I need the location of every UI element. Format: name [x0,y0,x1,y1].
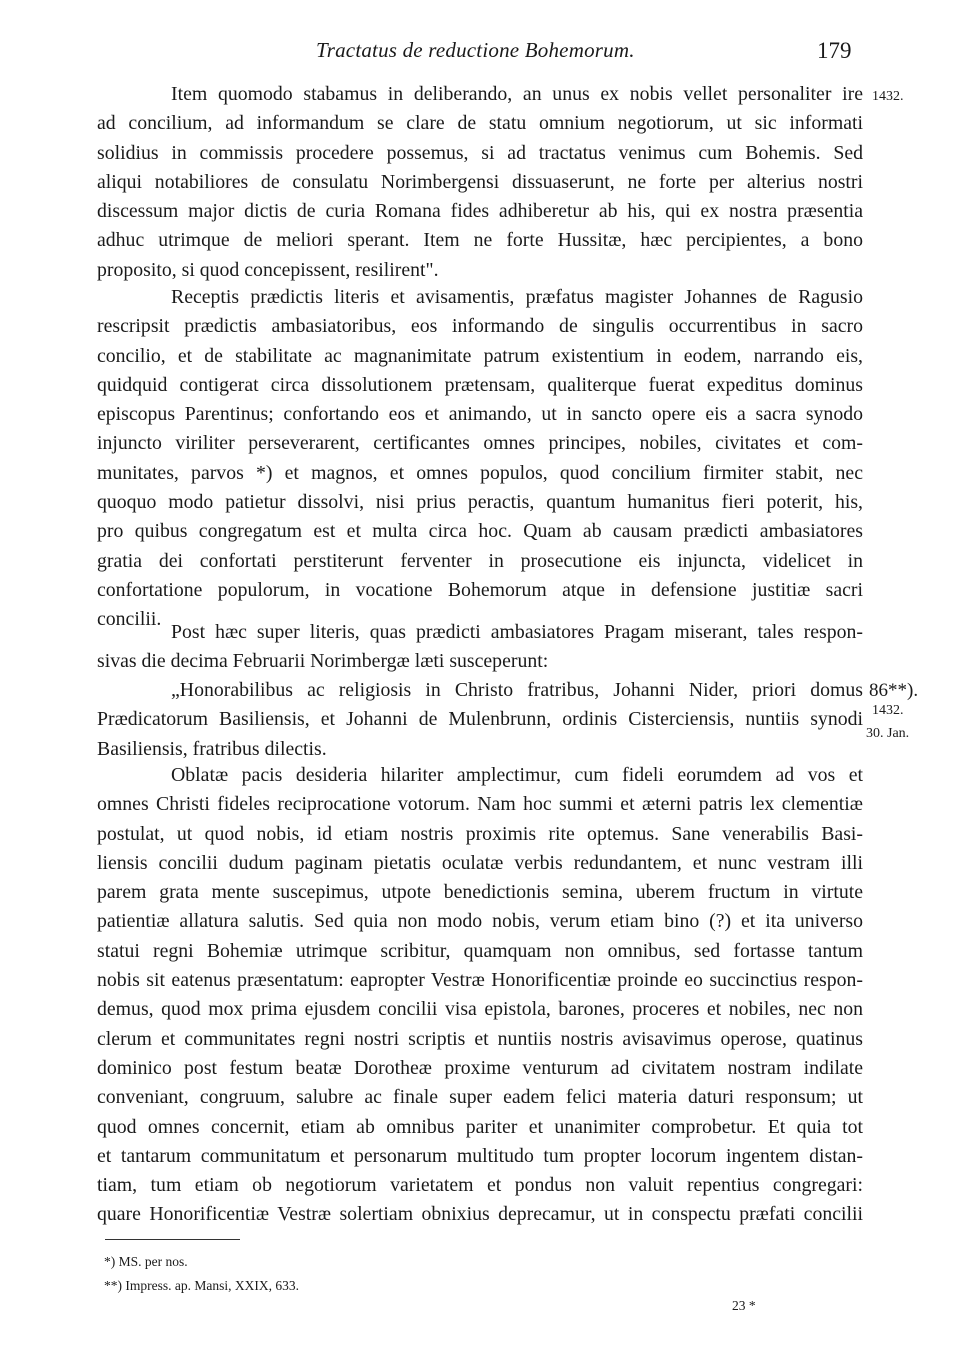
text-line: „Honorabilibus ac religiosis in Christo fratribus, Johanni Nider, priori domus [171,679,863,701]
footnote-divider [105,1239,240,1240]
text-line: parem grata mente suscepimus, utpote benedictionis semina, uberem fructum in virtute [97,881,863,904]
paragraph-3 [97,618,863,677]
text-line: omnes Christi fideles reciprocatione votorum. Nam hoc summi et æterni patris lex clementiæ [97,793,863,816]
text-line: dominico post festum beatæ Dorotheæ proxime venturum ad civitatem nostram indilate [97,1056,863,1079]
text-line: pro quibus congregatum est et multa circa hoc. Quam ab causam prædicti ambasiatores [97,520,863,543]
paragraph-2 [97,283,863,635]
margin-document-number: 86**). [869,680,919,701]
text-line: et tantarum communitatum et personarum multitudo tum propter locorum ingentem distan- [97,1144,863,1167]
text-line: clerum et communitates regni nostri scriptis et nuntiis nostris avisavimus operose, quatinus [97,1027,863,1050]
page-number: 179 [817,38,852,63]
text-line: solidius in commissis procedere possemus, si ad tractatus venimus cum Bohemis. Sed [97,141,863,164]
text-line: episcopus Parentinus; confortando eos et animando, ut in sancto opere eis a sacra synodo [97,403,863,426]
paragraph-letter-body [97,761,863,1230]
text-line: patientiæ allatura salutis. Sed quia non modo nobis, verum etiam bino (?) et ita universo [97,910,863,933]
text-line: discessum major dictis de curia Romana fides adhiberetur ab his, qui ex nostra præsentia [97,200,863,223]
text-line: nobis sit eatenus præsentatum: eapropter Vestræ Honorificentiæ proinde eo succinctius respon- [97,969,863,992]
text-line: conveniant, congruum, salubre ac finale super eadem felici materia daturi responsum; ut [97,1086,863,1109]
text-line: concilio, et de stabilitate ac magnanimitate patrum existentium in eodem, narrando eis, [97,344,863,367]
text-line: quidquid contigerat circa dissolutionem prætensam, qualiterque fuerat expeditus dominus [97,373,863,396]
margin-year: 1432. [872,89,904,104]
text-line: concilii. [97,608,162,631]
margin-year-2: 1432. [872,703,904,718]
text-line: proposito, si quod concepissent, resilirent". [97,258,439,281]
text-line: postulat, ut quod nobis, id etiam nostris proximis rite optemus. Sane venerabilis Basi- [97,822,863,845]
text-line: Post hæc super literis, quas prædicti ambasiatores Pragam miserant, tales respon- [171,621,863,643]
footnote-2: **) Impress. ap. Mansi, XXIX, 633. [104,1278,299,1293]
text-line: statui regni Bohemiæ utrimque scribitur, quamquam non omnibus, sed fortasse tantum [97,939,863,962]
margin-date: 30. Jan. [866,726,910,741]
footnote-1: *) MS. per nos. [104,1254,188,1269]
paragraph-address [97,676,863,764]
text-line: quare Honorificentiæ Vestræ solertiam obnixius deprecamur, ut in conspectu præfati concilii [97,1203,863,1226]
text-line: Prædicatorum Basiliensis, et Johanni de Mulenbrunn, ordinis Cisterciensis, nuntiis synodi [97,708,863,731]
text-line: rescripsit prædictis ambasiatoribus, eos informando de singulis occurrentibus in sacro [97,315,863,338]
running-header-title: Tractatus de reductione Bohemorum. [316,38,635,62]
text-line: aliqui notabiliores de consulatu Norimbergensi dissuaserunt, ne forte per alterius nostri [97,170,863,193]
text-line: gratia dei confortati perstiterunt ferventer in prosecutione eis injuncta, videlicet in [97,549,863,572]
text-line: quod omnes concernit, etiam ab omnibus pariter et unanimiter comprobetur. Et quia tot [97,1115,863,1138]
text-line: munitates, parvos *) et magnos, et omnes populos, quod concilium firmiter stabit, nec [97,461,863,484]
text-line: liensis concilii dudum paginam pietatis oculatæ verbis redundantem, et nunc vestram illi [97,851,863,874]
text-line: ad concilium, ad informandum se clare de statu omnium negotiorum, ut sic informati [97,112,863,135]
text-line: quoquo modo patietur dissolvi, nisi prius peractis, quantum humanitus fieri poterit, his, [97,491,863,514]
signature-mark: 23 * [732,1298,756,1313]
text-line: Basiliensis, fratribus dilectis. [97,737,327,760]
text-line: adhuc utrimque de meliori sperant. Item ne forte Hussitæ, hæc percipientes, a bono [97,229,863,252]
text-line: Oblatæ pacis desideria hilariter amplectimur, cum fideli eorumdem ad vos et [171,764,863,786]
text-line: injuncto viriliter perseverarent, certificantes omnes principes, nobiles, civitates et com- [97,432,863,455]
text-line: demus, quod mox prima ejusdem concilii visa epistola, barones, proceres et nobiles, nec non [97,998,863,1021]
text-line: confortatione populorum, in vocatione Bohemorum atque in defensione justitiæ sacri [97,578,863,601]
text-line: Item quomodo stabamus in deliberando, an unus ex nobis vellet personaliter ire [171,83,863,105]
paragraph-1 [97,80,863,285]
text-line: sivas die decima Februarii Norimbergæ læti susceperunt: [97,650,549,673]
text-line: Receptis prædictis literis et avisamentis, præfatus magister Johannes de Ragusio [171,286,863,308]
text-line: tiam, tum etiam ob negotiorum varietatem et pondus non valuit repentius congregari: [97,1174,863,1197]
